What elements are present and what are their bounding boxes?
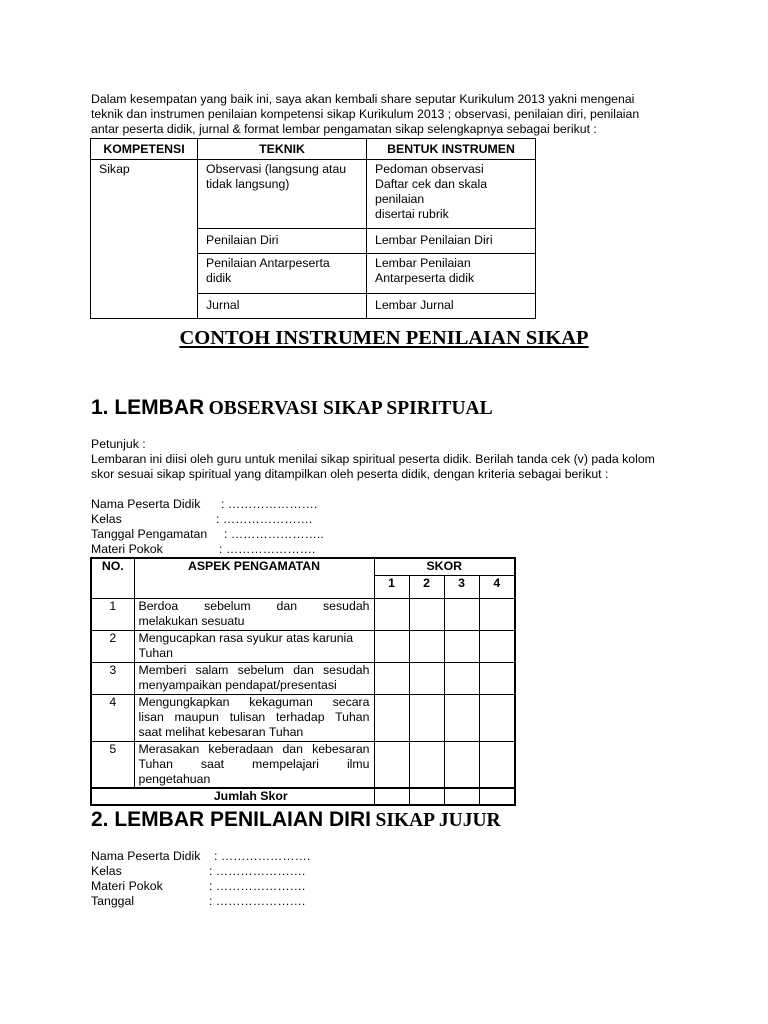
technique-table [90,138,536,319]
cell-line: menyampaikan pendapat/presentasi [138,677,337,692]
aspek-cell [134,741,374,788]
score-cell[interactable] [409,694,444,741]
cell-line: Penilaian Diri [206,233,279,247]
row-number: 4 [91,694,134,741]
field-value: : …………………. [221,497,318,511]
score-cell[interactable] [374,630,409,662]
field-label: Kelas [91,512,122,526]
score-cell[interactable] [479,662,515,694]
total-score-cell[interactable] [374,788,409,805]
cell-line: Lembar Jurnal [375,298,454,312]
cell-line: tidak langsung) [206,177,290,191]
cell-line: Memberi salam sebelum dan sesudah [138,662,370,677]
heading-suffix: OBSERVASI SIKAP SPIRITUAL [208,398,493,419]
header-kompetensi: KOMPETENSI [91,139,198,160]
heading-prefix: 1. LEMBAR [91,396,205,419]
field-value: : …………………. [209,864,306,878]
row-number: 5 [91,741,134,788]
field-label: Nama Peserta Didik [91,497,201,511]
score-cell[interactable] [479,598,515,630]
cell-line: Lembar Penilaian Diri [375,233,493,247]
row-number: 2 [91,630,134,662]
total-score-cell[interactable] [409,788,444,805]
score-cell[interactable] [409,741,444,788]
row-number: 3 [91,662,134,694]
header-bentuk-instrumen: BENTUK INSTRUMEN [367,139,536,160]
total-row [91,788,515,805]
field-value: : …………………. [209,894,306,908]
field-label: Tanggal [91,894,135,908]
score-cell[interactable] [409,630,444,662]
instrumen-cell [367,254,536,294]
header-score-3: 3 [444,575,479,598]
score-cell[interactable] [444,598,479,630]
cell-line: penilaian [375,192,425,206]
field-label: Nama Peserta Didik [91,849,201,863]
score-cell[interactable] [409,598,444,630]
heading-observasi [91,396,493,420]
aspek-cell [134,694,374,741]
aspek-cell [134,662,374,694]
header-aspek: ASPEK PENGAMATAN [134,558,374,598]
cell-line: lisan maupun tulisan terhadap Tuhan [138,709,370,724]
score-cell[interactable] [374,741,409,788]
cell-line: Berdoa sebelum dan sesudah [138,598,370,613]
instructions-label: Petunjuk : [91,437,146,451]
technique-table-header [91,139,536,160]
cell-line: Daftar cek dan skala [375,177,488,191]
cell-line: Tuhan saat mempelajari ilmu [138,756,370,771]
field-label: Kelas [91,864,122,878]
score-cell[interactable] [374,662,409,694]
field-value: : …………………. [216,512,313,526]
score-cell[interactable] [444,662,479,694]
competence-cell: Sikap [91,160,198,319]
heading-prefix: 2. LEMBAR PENILAIAN DIRI [91,808,372,831]
cell-line: pengetahuan [138,771,211,786]
field-value: : …………………. [214,849,311,863]
teknik-cell [198,294,367,319]
cell-line: saat melihat kebesaran Tuhan [138,724,304,739]
teknik-cell [198,254,367,294]
score-cell[interactable] [479,630,515,662]
field-value: : ………………….. [224,527,324,541]
score-cell[interactable] [374,694,409,741]
table-row [91,160,536,229]
cell-line: disertai rubrik [375,207,449,221]
cell-line: melakukan sesuatu [138,613,245,628]
total-label: Jumlah Skor [91,788,374,805]
observation-table [90,557,516,806]
field-value: : …………………. [209,879,306,893]
cell-line: didik [206,271,232,285]
row-number: 1 [91,598,134,630]
instrumen-cell [367,294,536,319]
score-cell[interactable] [479,694,515,741]
cell-line: Mengungkapkan kekaguman secara [138,694,370,709]
table-row [91,741,515,788]
instrumen-cell [367,229,536,254]
teknik-cell [198,160,367,229]
score-cell[interactable] [444,741,479,788]
intro-line: Dalam kesempatan yang baik ini, saya akan kembali share seputar Kurikulum 2013 yakni mengenai [91,92,635,106]
score-cell[interactable] [374,598,409,630]
field-value: : …………………. [219,542,316,556]
section-title: CONTOH INSTRUMEN PENILAIAN SIKAP [179,327,589,349]
aspek-cell [134,598,374,630]
instructions-line: skor sesuai sikap spiritual yang ditampilkan oleh peserta didik, dengan kriteria sebagai berikut : [91,467,609,481]
instructions [91,437,691,482]
cell-line: Tuhan [138,645,173,660]
cell-line: Jurnal [206,298,240,312]
score-cell[interactable] [444,630,479,662]
aspek-cell [134,630,374,662]
header-score-1: 1 [374,575,409,598]
intro-line: antar peserta didik, jurnal & format lembar pengamatan sikap selengkapnya sebagai berikut : [91,122,597,136]
table-row [91,630,515,662]
cell-line: Merasakan keberadaan dan kebesaran [138,741,370,756]
cell-line: Lembar Penilaian [375,256,471,270]
heading-penilaian-diri [91,808,501,832]
header-score-4: 4 [479,575,515,598]
intro-paragraph [91,92,686,137]
cell-line: Antarpeserta didik [375,271,475,285]
heading-suffix: SIKAP JUJUR [375,810,501,831]
field-label: Tanggal Pengamatan [91,527,208,541]
intro-line: teknik dan instrumen penilaian kompetensi sikap Kurikulum 2013 ; observasi, penilaian diri, penilaian [91,107,640,121]
header-teknik: TEKNIK [198,139,367,160]
header-skor: SKOR [374,558,515,575]
field-label: Materi Pokok [91,542,163,556]
table-row [91,598,515,630]
instrumen-cell [367,160,536,229]
teknik-cell [198,229,367,254]
cell-line: Mengucapkan rasa syukur atas karunia [138,630,354,645]
table-row [91,694,515,741]
observation-header-row [91,558,515,575]
cell-line: Penilaian Antarpeserta [206,256,330,270]
total-score-cell[interactable] [444,788,479,805]
score-cell[interactable] [409,662,444,694]
total-score-cell[interactable] [479,788,515,805]
score-cell[interactable] [444,694,479,741]
cell-line: Pedoman observasi [375,162,484,176]
cell-line: Observasi (langsung atau [206,162,347,176]
header-score-2: 2 [409,575,444,598]
table-row [91,662,515,694]
score-cell[interactable] [479,741,515,788]
header-no: NO. [91,558,134,598]
field-label: Materi Pokok [91,879,163,893]
instructions-line: Lembaran ini diisi oleh guru untuk menilai sikap spiritual peserta didik. Berilah tanda cek (v) pada kolom [91,452,655,466]
